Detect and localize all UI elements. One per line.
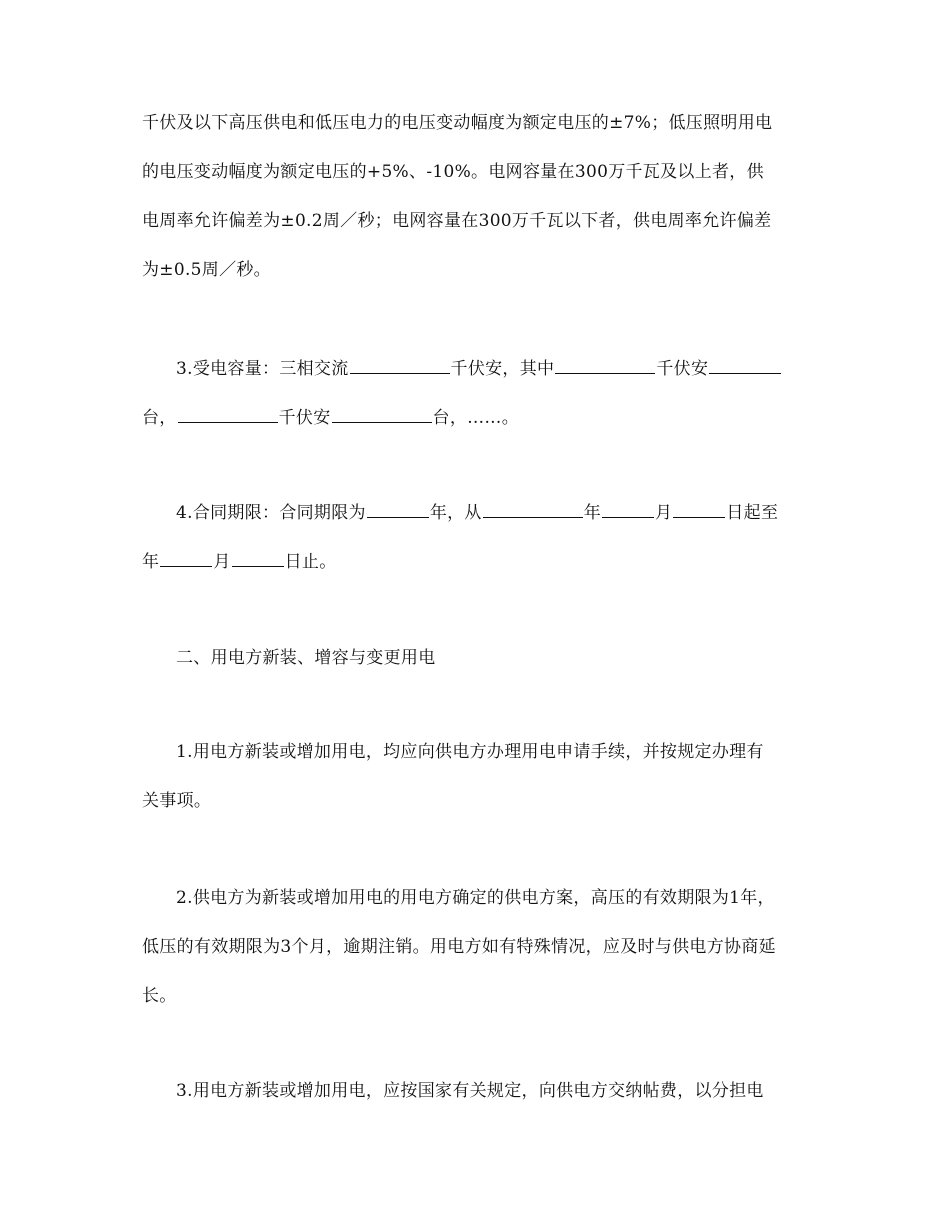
clause-1-line-2: 关事项。 [142,791,212,811]
term-text-1: 年，从 [429,503,482,523]
capacity-unit2-count-blank[interactable] [332,401,432,423]
voltage-paragraph-line-1: 千伏及以下高压供电和低压电力的电压变动幅度为额定电压的±7%；低压照明用电 [142,113,773,133]
voltage-paragraph-line-3: 电周率允许偏差为±0.2周／秒；电网容量在300万千瓦以下者，供电周率允许偏差 [142,211,772,231]
term-text-3: 月 [655,503,673,523]
term-text-2: 年 [583,503,602,523]
term-clause-line-1 [176,496,812,526]
voltage-paragraph-line-4: 为±0.5周／秒。 [142,260,271,280]
term-text-6: 月 [213,552,231,572]
term-end-month-blank[interactable] [160,545,212,567]
capacity-text-3: 台， [142,408,177,428]
term-start-day-blank[interactable] [673,496,725,518]
clause-1-line-1: 1.用电方新装或增加用电，均应向供电方办理用电申请手续，并按规定办理有 [176,742,764,762]
clause-2-line-2: 低压的有效期限为3个月，逾期注销。用电方如有特殊情况，应及时与供电方协商延 [142,937,776,957]
capacity-unit2-kva-blank[interactable] [178,401,278,423]
term-clause-line-2 [142,545,812,575]
capacity-clause-line-1 [176,352,812,382]
clause-2-line-3: 长。 [142,986,177,1006]
term-end-day-blank[interactable] [232,545,284,567]
term-years-blank[interactable] [367,496,429,518]
capacity-total-blank[interactable] [350,352,450,374]
capacity-text-5: 台，……。 [432,408,520,428]
term-text-5: 年 [142,552,160,572]
clause-3-line-1: 3.用电方新装或增加用电，应按国家有关规定，向供电方交纳帖费，以分担电 [176,1081,764,1101]
capacity-clause-line-2 [142,401,812,431]
capacity-unit-kva-blank[interactable] [555,352,655,374]
capacity-text-2: 千伏安 [656,359,709,379]
capacity-text-1: 千伏安，其中 [450,359,555,379]
capacity-label: 3.受电容量：三相交流 [176,359,349,379]
term-text-7: 日止。 [284,552,337,572]
voltage-paragraph-line-2: 的电压变动幅度为额定电压的+5%、-10%。电网容量在300万千瓦及以上者，供 [142,162,764,182]
clause-2-line-1: 2.供电方为新装或增加用电的用电方确定的供电方案，高压的有效期限为1年， [176,888,775,908]
term-start-year-blank[interactable] [483,496,583,518]
capacity-unit-count-blank[interactable] [709,352,781,374]
section-two-heading: 二、用电方新装、增容与变更用电 [176,648,436,668]
term-text-4: 日起至 [726,503,779,523]
capacity-text-4: 千伏安 [278,408,331,428]
term-start-month-blank[interactable] [602,496,654,518]
term-label: 4.合同期限：合同期限为 [176,503,366,523]
